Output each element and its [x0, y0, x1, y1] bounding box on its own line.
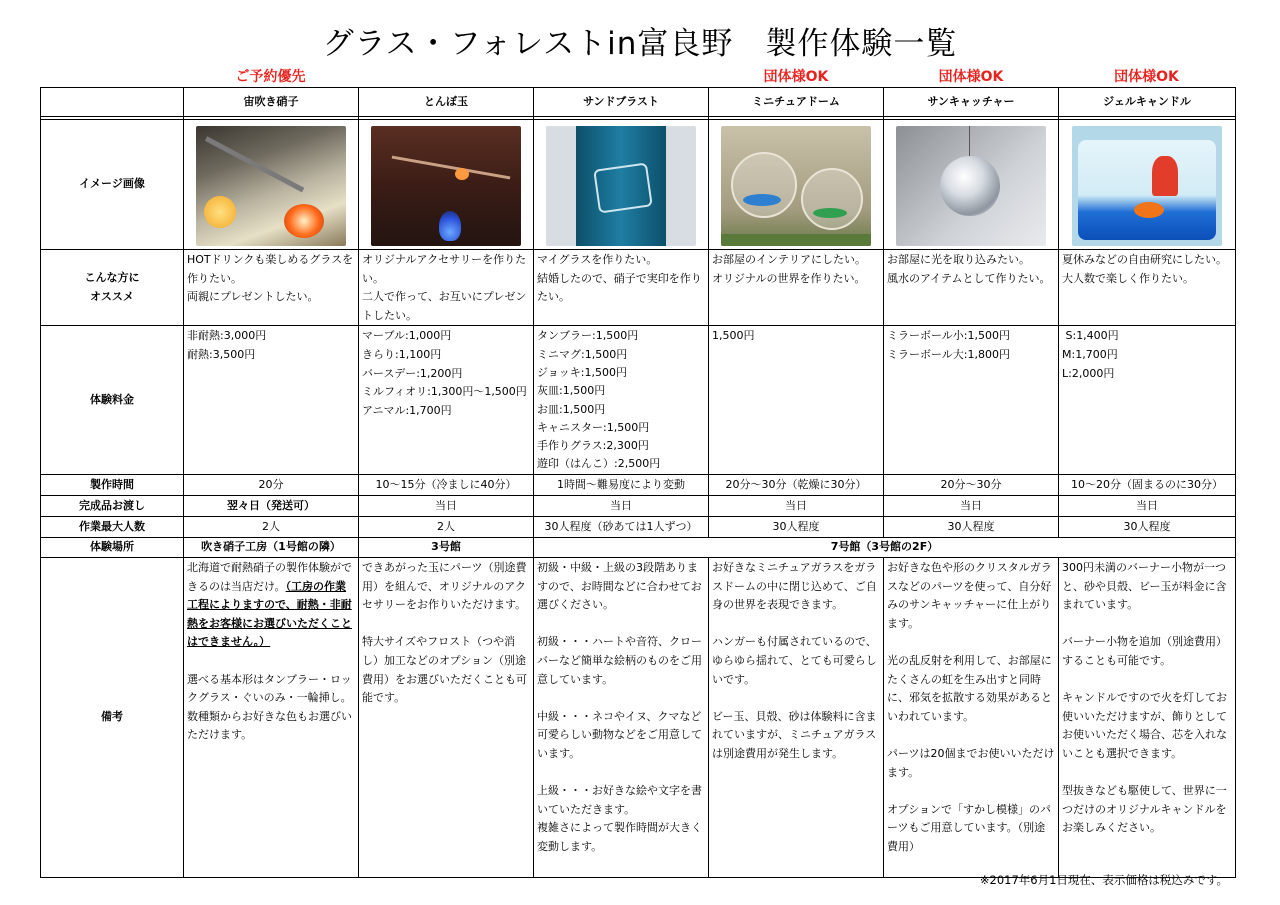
col-header-gel: ジェルキャンドル: [1059, 88, 1236, 117]
price-gel: S:1,400円 M:1,700円 L:2,000円: [1059, 326, 1236, 475]
capacity-suncatcher: 30人程度: [884, 517, 1059, 538]
recommend-gel: 夏休みなどの自由研究にしたい。 大人数で楽しく作りたい。: [1059, 250, 1236, 326]
notes-tonbo-p1: できあがった玉にパーツ（別途費用）を組んで、オリジナルのアクセサリーをお作りいただけます。: [362, 560, 527, 612]
notes-dome-p2: ハンガーも付属されているので、ゆらゆら揺れて、とても可愛らしいです。: [712, 635, 877, 686]
group-ok-tag-suncatcher: 団体様OK: [938, 69, 1004, 85]
capacity-gel: 30人程度: [1059, 517, 1236, 538]
row-label-price: 体験料金: [41, 326, 184, 475]
time-sandblast: 1時間～難易度により変動: [534, 475, 709, 496]
notes-glassblowing: [184, 557, 359, 877]
tonbo-image: [371, 126, 521, 246]
price-glassblowing: 非耐熱:3,000円 耐熱:3,500円: [184, 326, 359, 475]
delivery-glassblowing: 翌々日（発送可）: [184, 496, 359, 517]
col-header-suncatcher: サンキャッチャー: [884, 88, 1059, 117]
row-label-recommend-line1: こんな方に: [84, 271, 140, 285]
notes-sandblast: [534, 557, 709, 877]
glassblowing-image: [196, 126, 346, 246]
capacity-sandblast: 30人程度（砂あては1人ずつ）: [534, 517, 709, 538]
notes-glassblowing-intro: 北海道で耐熱硝子の製作体験ができるのは当店だけ。: [187, 560, 352, 593]
header-row: [41, 88, 1236, 117]
notes-gel-p2: バーナー小物を追加（別途費用）することも可能です。: [1062, 635, 1227, 667]
notes-tonbo-p2: 特大サイズやフロスト（つや消し）加工などのオプション（別途費用）をお選びいただくことも可能です。: [362, 635, 527, 705]
notes-glassblowing-caution: （工房の作業工程によりますので、耐熱・非耐熱をお客様にお選びいただくことはできません。）: [187, 579, 352, 649]
col-header-dome: ミニチュアドーム: [709, 88, 884, 117]
experience-table: [40, 87, 1236, 878]
delivery-gel: 当日: [1059, 496, 1236, 517]
price-suncatcher: ミラーボール小:1,500円 ミラーボール大:1,800円: [884, 326, 1059, 475]
time-glassblowing: 20分: [184, 475, 359, 496]
place-others: 7号館（3号館の2F）: [534, 538, 1236, 558]
delivery-row: [41, 496, 1236, 517]
row-label-delivery: 完成品お渡し: [41, 496, 184, 517]
notes-sandblast-p1: 初級・中級・上級の3段階ありますので、お時間などに合わせてお選びください。: [537, 560, 702, 612]
notes-dome-p1: お好きなミニチュアガラスをガラスドームの中に閉じ込めて、ご自身の世界を表現できます。: [712, 560, 877, 612]
gel-candle-image: [1072, 126, 1222, 246]
capacity-row: [41, 517, 1236, 538]
row-label-place: 体験場所: [41, 538, 184, 558]
reservation-priority-tag: ご予約優先: [235, 69, 306, 85]
col-header-tonbo: とんぼ玉: [359, 88, 534, 117]
dome-image: [721, 126, 871, 246]
group-ok-tag-dome: 団体様OK: [763, 69, 829, 85]
delivery-suncatcher: 当日: [884, 496, 1059, 517]
notes-suncatcher-p1: お好きな色や形のクリスタルガラスなどのパーツを使って、自分好みのサンキャッチャーに仕上がります。: [887, 560, 1052, 630]
recommend-tonbo: オリジナルアクセサリーを作りたい。 二人で作って、お互いにプレゼントしたい。: [359, 250, 534, 326]
notes-gel-p4: 型抜きなども駆使して、世界に一つだけのオリジナルキャンドルをお楽しみください。: [1062, 784, 1227, 835]
image-row: [41, 120, 1236, 250]
col-header-glassblowing: 宙吹き硝子: [184, 88, 359, 117]
recommend-dome: お部屋のインテリアにしたい。 オリジナルの世界を作りたい。: [709, 250, 884, 326]
recommend-row: [41, 250, 1236, 326]
notes-row: [41, 557, 1236, 877]
notes-suncatcher-p3: パーツは20個までお使いいただけます。: [887, 746, 1055, 779]
price-tonbo: マーブル:1,000円 きらり:1,100円 バースデー:1,200円 ミルフィオリ:1,300円～1,500円 アニマル:1,700円: [359, 326, 534, 475]
notes-dome-p3: ビー玉、貝殻、砂は体験料に含まれていますが、ミニチュアガラスは別途費用が発生します。: [712, 709, 877, 760]
time-gel: 10～20分（固まるのに30分）: [1059, 475, 1236, 496]
price-footnote: ※2017年6月1日現在、表示価格は税込みです。: [979, 873, 1228, 887]
col-header-sandblast: サンドブラスト: [534, 88, 709, 117]
row-label-time: 製作時間: [41, 475, 184, 496]
place-glassblowing: 吹き硝子工房（1号館の隣）: [184, 538, 359, 558]
recommend-sandblast: マイグラスを作りたい。 結婚したので、硝子で実印を作りたい。: [534, 250, 709, 326]
page-title: グラス・フォレストin富良野 製作体験一覧: [322, 26, 958, 62]
place-tonbo: 3号館: [359, 538, 534, 558]
notes-gel: [1059, 557, 1236, 877]
price-dome: 1,500円: [709, 326, 884, 475]
notes-gel-p3: キャンドルですので火を灯してお使いいただけますが、飾りとしてお使いいただく場合、芯を入れないことも選択できます。: [1062, 691, 1227, 760]
capacity-dome: 30人程度: [709, 517, 884, 538]
notes-suncatcher-p2: 光の乱反射を利用して、お部屋にたくさんの虹を生み出すと同時に、邪気を拡散する効果があるといわれています。: [887, 653, 1052, 723]
notes-suncatcher: [884, 557, 1059, 877]
recommend-glassblowing: HOTドリンクも楽しめるグラスを作りたい。 両親にプレゼントしたい。: [184, 250, 359, 326]
row-label-image: イメージ画像: [41, 120, 184, 250]
notes-dome: [709, 557, 884, 877]
price-row: [41, 326, 1236, 475]
recommend-suncatcher: お部屋に光を取り込みたい。 風水のアイテムとして作りたい。: [884, 250, 1059, 326]
row-label-capacity: 作業最大人数: [41, 517, 184, 538]
row-label-recommend-line2: オススメ: [90, 289, 134, 303]
notes-sandblast-p2: 初級・・・ハートや音符、クローバーなど簡単な絵柄のものをご用意しています。: [537, 635, 702, 686]
price-sandblast: タンブラー:1,500円 ミニマグ:1,500円 ジョッキ:1,500円 灰皿:1,500円 お皿:1,500円 キャニスター:1,500円 手作りグラス:2,300円 遊印（はんこ）:2,500円: [534, 326, 709, 475]
time-row: [41, 475, 1236, 496]
notes-glassblowing-shapes: 選べる基本形はタンブラー・ロックグラス・ぐいのみ・一輪挿し。 数種類からお好きな色もお選びいただけます。: [187, 672, 352, 742]
capacity-tonbo: 2人: [359, 517, 534, 538]
time-suncatcher: 20分～30分: [884, 475, 1059, 496]
delivery-sandblast: 当日: [534, 496, 709, 517]
place-row: [41, 538, 1236, 558]
notes-sandblast-p4: 上級・・・お好きな絵や文字を書いていただきます。 複雑さによって製作時間が大きく変動します。: [537, 784, 702, 853]
delivery-tonbo: 当日: [359, 496, 534, 517]
notes-gel-p1: 300円未満のバーナー小物が一つと、砂や貝殻、ビー玉が料金に含まれています。: [1062, 560, 1227, 612]
capacity-glassblowing: 2人: [184, 517, 359, 538]
notes-tonbo: [359, 557, 534, 877]
notes-sandblast-p3: 中級・・・ネコやイヌ、クマなど可愛らしい動物などをご用意しています。: [537, 709, 702, 760]
time-dome: 20分～30分（乾燥に30分）: [709, 475, 884, 496]
sandblast-image: [546, 126, 696, 246]
delivery-dome: 当日: [709, 496, 884, 517]
notes-suncatcher-p4: オプションで「すかし模様」のパーツもご用意しています。（別途費用）: [887, 802, 1052, 853]
group-ok-tag-gel: 団体様OK: [1114, 69, 1179, 85]
suncatcher-image: [896, 126, 1046, 246]
row-label-notes: 備考: [41, 557, 184, 877]
time-tonbo: 10～15分（冷ましに40分）: [359, 475, 534, 496]
